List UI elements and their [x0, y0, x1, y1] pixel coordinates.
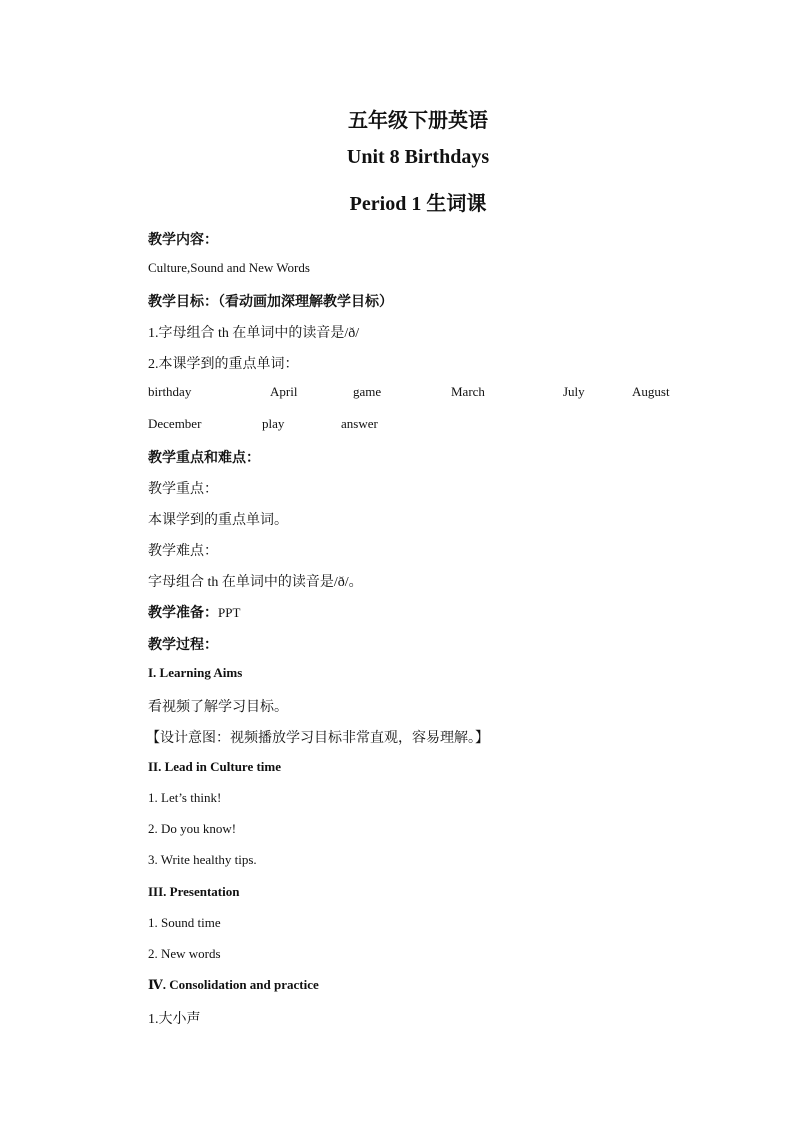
key-words-row-1	[148, 384, 708, 404]
prep-value: PPT	[218, 605, 241, 620]
word-item: August	[632, 384, 670, 399]
section-1-title: I. Learning Aims	[148, 665, 243, 680]
word-item: July	[563, 384, 585, 399]
process-heading: 教学过程：	[148, 638, 218, 653]
difficulty-label: 教学难点：	[148, 544, 218, 559]
word-item: play	[262, 416, 285, 431]
prep-line	[148, 602, 240, 622]
key-words-row-2	[148, 416, 708, 436]
section-1-design-note: 【设计意图：视频播放学习目标非常直观，容易理解。】	[146, 731, 489, 746]
section-2-item: 3. Write healthy tips.	[148, 852, 257, 867]
section-3-item: 1. Sound time	[148, 915, 221, 930]
section-2-title: II. Lead in Culture time	[148, 759, 282, 774]
section-2-item: 1. Let’s think!	[148, 790, 222, 805]
word-item: game	[353, 384, 382, 399]
key-point-text: 本课学到的重点单词。	[148, 513, 288, 528]
section-4-title: Ⅳ. Consolidation and practice	[148, 977, 319, 992]
prep-label: 教学准备：	[148, 606, 218, 621]
section-4-item: 1.大小声	[148, 1012, 201, 1027]
goals-item-1: 1.字母组合 th 在单词中的读音是/ð/	[148, 326, 360, 341]
goals-item-2: 2.本课学到的重点单词：	[148, 357, 299, 372]
goals-heading: 教学目标：（看动画加深理解教学目标）	[148, 295, 393, 310]
doc-title-period: Period 1 生词课	[349, 193, 487, 215]
content-heading: 教学内容：	[148, 233, 218, 248]
word-item: March	[451, 384, 485, 399]
section-2-item: 2. Do you know!	[148, 821, 237, 836]
content-text: Culture,Sound and New Words	[148, 260, 310, 275]
section-1-text: 看视频了解学习目标。	[148, 700, 288, 715]
section-3-title: III. Presentation	[148, 884, 240, 899]
doc-title-grade: 五年级下册英语	[348, 110, 488, 132]
key-point-label: 教学重点：	[148, 482, 218, 497]
word-item: April	[270, 384, 298, 399]
difficulty-text: 字母组合 th 在单词中的读音是/ð/。	[148, 575, 363, 590]
section-3-item: 2. New words	[148, 946, 221, 961]
word-item: answer	[341, 416, 378, 431]
word-item: birthday	[148, 384, 192, 399]
word-item: December	[148, 416, 202, 431]
doc-title-unit: Unit 8 Birthdays	[346, 146, 490, 168]
focus-heading: 教学重点和难点：	[148, 451, 260, 466]
